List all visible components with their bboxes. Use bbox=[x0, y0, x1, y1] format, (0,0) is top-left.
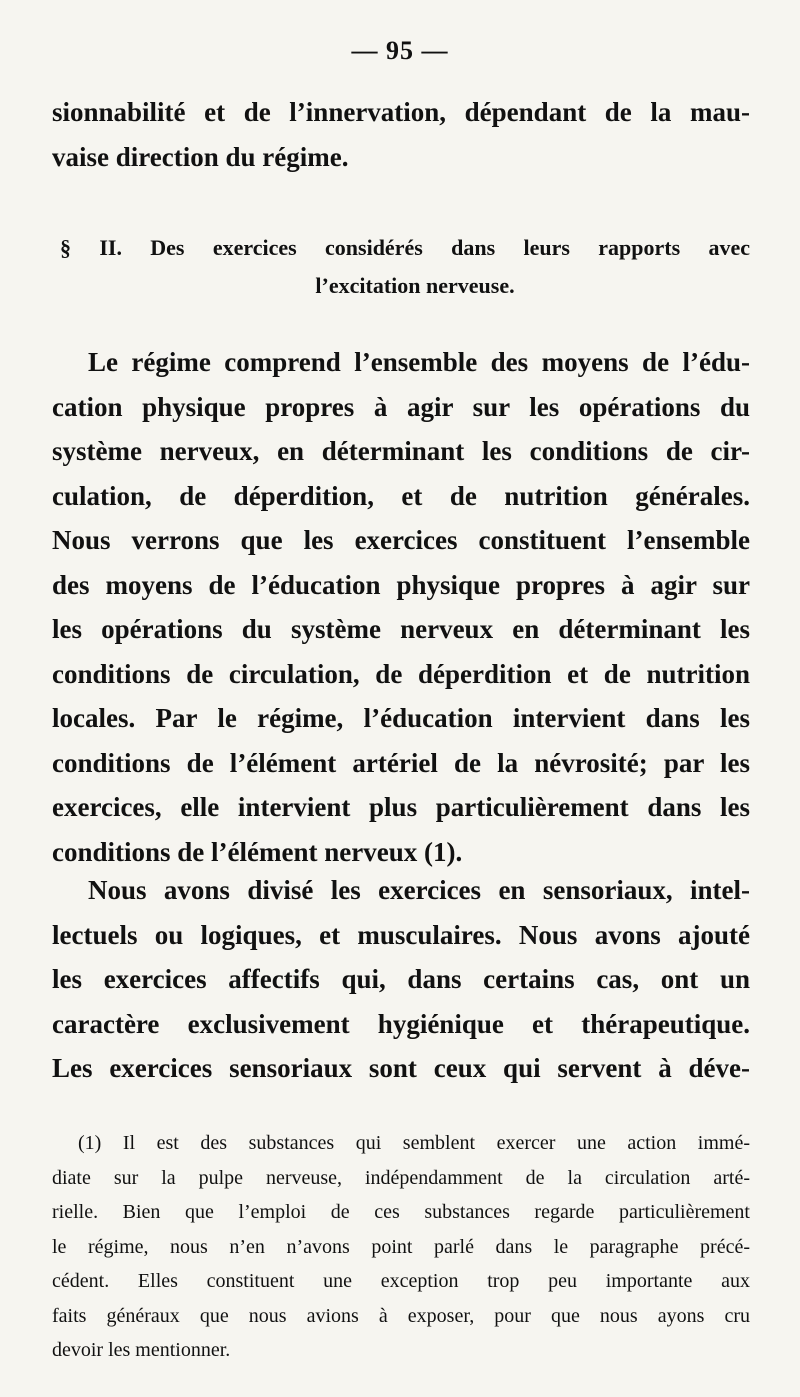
text-line: locales. Par le régime, l’éducation intervient dans les bbox=[52, 703, 750, 733]
footnote-line: (1) Il est des substances qui semblent exercer une action immé- bbox=[78, 1132, 750, 1154]
footnote-line: diate sur la pulpe nerveuse, indépendamment de la circulation arté- bbox=[52, 1166, 750, 1189]
text-line: Nous verrons que les exercices constituent l’ensemble bbox=[52, 525, 750, 555]
text-line: Nous avons divisé les exercices en sensoriaux, intel- bbox=[88, 875, 750, 905]
footnote bbox=[52, 1126, 750, 1368]
footnote-line: le régime, nous n’en n’avons point parlé dans le paragraphe précé- bbox=[52, 1235, 750, 1258]
page-number: — 95 — bbox=[351, 36, 449, 65]
text-line: des moyens de l’éducation physique propres à agir sur bbox=[52, 569, 750, 600]
text-line: conditions de l’élément nerveux (1). bbox=[52, 836, 463, 867]
text-line: culation, de déperdition, et de nutrition générales. bbox=[52, 480, 750, 511]
section-heading-line-1: § II. Des exercices considérés dans leurs rapports avec bbox=[60, 235, 750, 260]
section-heading bbox=[60, 229, 750, 305]
footnote-line: faits généraux que nous avions à exposer, pour que nous ayons cru bbox=[52, 1304, 750, 1327]
text-line: vaise direction du régime. bbox=[52, 141, 349, 172]
section-heading-line-2: l’excitation nerveuse. bbox=[315, 273, 515, 298]
text-line: conditions de l’élément artériel de la névrosité; par les bbox=[52, 747, 750, 778]
text-line: lectuels ou logiques, et musculaires. Nous avons ajouté bbox=[52, 919, 750, 950]
text-line: cation physique propres à agir sur les opérations du bbox=[52, 391, 750, 422]
text-line: conditions de circulation, de déperdition et de nutrition bbox=[52, 658, 750, 689]
intro-paragraph bbox=[52, 90, 750, 179]
text-line: sionnabilité et de l’innervation, dépendant de la mau- bbox=[52, 97, 750, 127]
text-line: caractère exclusivement hygiénique et thérapeutique. bbox=[52, 1008, 750, 1039]
footnote-line: devoir les mentionner. bbox=[52, 1339, 231, 1361]
text-line: Les exercices sensoriaux sont ceux qui servent à déve- bbox=[52, 1053, 750, 1083]
text-line: les exercices affectifs qui, dans certains cas, ont un bbox=[52, 964, 750, 994]
footnote-line: cédent. Elles constituent une exception trop peu importante aux bbox=[52, 1270, 750, 1292]
text-line: exercices, elle intervient plus particulièrement dans les bbox=[52, 792, 750, 822]
paragraph-exercices bbox=[52, 868, 750, 1091]
paragraph-regime bbox=[52, 340, 750, 874]
footnote-line: rielle. Bien que l’emploi de ces substances regarde particulièrement bbox=[52, 1201, 750, 1223]
text-line: Le régime comprend l’ensemble des moyens de l’édu- bbox=[88, 347, 750, 377]
text-line: système nerveux, en déterminant les conditions de cir- bbox=[52, 436, 750, 466]
text-line: les opérations du système nerveux en déterminant les bbox=[52, 614, 750, 644]
